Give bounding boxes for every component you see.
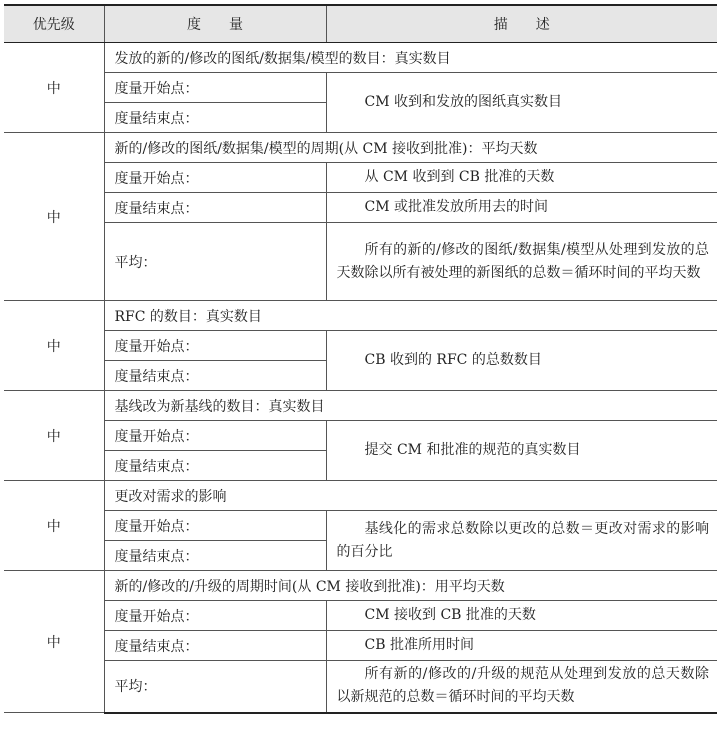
- priority-cell: 中: [4, 43, 104, 133]
- priority-cell: 中: [4, 133, 104, 301]
- priority-cell: 中: [4, 571, 104, 713]
- start-point-label: 度量开始点：: [104, 163, 326, 193]
- start-point-label: 度量开始点：: [104, 73, 326, 103]
- start-point-label: 度量开始点：: [104, 331, 326, 361]
- header-priority: 优先级: [4, 5, 104, 43]
- metric-description: CM 收到和发放的图纸真实数目: [326, 73, 717, 133]
- table-row: [4, 301, 717, 331]
- metric-description: CB 收到的 RFC 的总数数目: [326, 331, 717, 391]
- table-row: [4, 133, 717, 163]
- average-label: 平均：: [104, 223, 326, 301]
- average-description: 所有的新的/修改的图纸/数据集/模型从处理到发放的总天数除以所有被处理的新图纸的总数＝循环时间的平均天数: [326, 223, 717, 301]
- start-point-description: CM 接收到 CB 批准的天数: [326, 601, 717, 631]
- end-point-description: CM 或批准发放所用去的时间: [326, 193, 717, 223]
- table-row: [4, 481, 717, 511]
- priority-cell: 中: [4, 391, 104, 481]
- header-description: 描 述: [326, 5, 717, 43]
- table-row: [4, 391, 717, 421]
- metric-title: 更改对需求的影响: [104, 481, 717, 511]
- priority-cell: 中: [4, 481, 104, 571]
- metric-description: 提交 CM 和批准的规范的真实数目: [326, 421, 717, 481]
- start-point-label: 度量开始点：: [104, 601, 326, 631]
- average-description: 所有新的/修改的/升级的规范从处理到发放的总天数除以新规范的总数＝循环时间的平均天数: [326, 661, 717, 713]
- metric-title: 发放的新的/修改的图纸/数据集/模型的数目：真实数目: [104, 43, 717, 73]
- end-point-label: 度量结束点：: [104, 541, 326, 571]
- end-point-label: 度量结束点：: [104, 193, 326, 223]
- metrics-table: [4, 4, 717, 714]
- table-row: [4, 73, 717, 103]
- priority-cell: 中: [4, 301, 104, 391]
- end-point-label: 度量结束点：: [104, 451, 326, 481]
- metric-title: 新的/修改的/升级的周期时间(从 CM 接收到批准)：用平均天数: [104, 571, 717, 601]
- start-point-label: 度量开始点：: [104, 511, 326, 541]
- table-row: [4, 661, 717, 713]
- table-row: [4, 421, 717, 451]
- metric-title: RFC 的数目：真实数目: [104, 301, 717, 331]
- table-row: [4, 193, 717, 223]
- table-row: [4, 571, 717, 601]
- metric-description: 基线化的需求总数除以更改的总数＝更改对需求的影响的百分比: [326, 511, 717, 571]
- table-row: [4, 223, 717, 301]
- metric-title: 基线改为新基线的数目：真实数目: [104, 391, 717, 421]
- average-label: 平均：: [104, 661, 326, 713]
- table-row: [4, 331, 717, 361]
- table-row: [4, 163, 717, 193]
- header-measure: 度 量: [104, 5, 326, 43]
- metric-title: 新的/修改的图纸/数据集/模型的周期(从 CM 接收到批准)：平均天数: [104, 133, 717, 163]
- header-row: [4, 5, 717, 43]
- table-row: [4, 511, 717, 541]
- end-point-description: CB 批准所用时间: [326, 631, 717, 661]
- table-row: [4, 631, 717, 661]
- table-row: [4, 601, 717, 631]
- table-row: [4, 43, 717, 73]
- start-point-label: 度量开始点：: [104, 421, 326, 451]
- end-point-label: 度量结束点：: [104, 631, 326, 661]
- start-point-description: 从 CM 收到到 CB 批准的天数: [326, 163, 717, 193]
- end-point-label: 度量结束点：: [104, 361, 326, 391]
- end-point-label: 度量结束点：: [104, 103, 326, 133]
